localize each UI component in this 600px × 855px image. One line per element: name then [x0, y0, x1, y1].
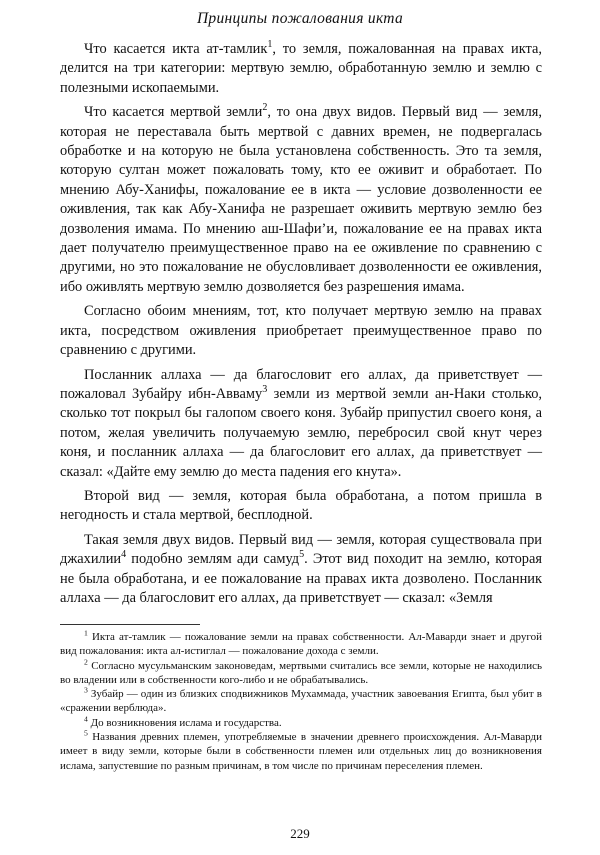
- footnote-ref: 5: [299, 549, 305, 561]
- paragraph: [60, 366, 542, 482]
- footnote-number: 1: [84, 628, 88, 638]
- footnote-number: 3: [84, 685, 88, 695]
- footnote-ref: 1: [267, 39, 273, 51]
- paragraph: [60, 531, 542, 609]
- footnotes: [60, 630, 542, 773]
- footnote: [60, 687, 542, 716]
- paragraph-text: . Этот вид походит на землю, которая не была обработана, и ее пожалование на правах икта дозволено. Посланник аллаха — да благословит его аллах, да приветствует — сказал: «Земля: [60, 551, 542, 606]
- footnote: [60, 630, 542, 659]
- footnote-divider: [60, 624, 200, 625]
- main-text: [60, 40, 542, 608]
- paragraph-text: , то земля, пожалованная на правах икта, делится на три категории: мертвую землю, обработанную землю и землю с полезными ископаемыми.: [60, 41, 542, 96]
- footnote-number: 5: [84, 728, 88, 738]
- footnote: [60, 656, 542, 688]
- footnote-text: Названия древних племен, употребляемые в значении древнего происхождения. Ал-Маварди имеет в виду земли, которые были в собственности племен или отдельных лиц до возникновения ислама, запустевшие по разным причинам, в том числе по причинам переселения племен.: [60, 731, 542, 772]
- footnote-number: 2: [84, 656, 88, 666]
- paragraph-text: Посланник аллаха — да благословит его аллах, да приветствует — пожаловал Зубайру ибн-Авваму: [60, 366, 542, 402]
- footnote-ref: 3: [262, 384, 268, 396]
- footnote-text: Икта ат-тамлик — пожалование земли на правах собственности. Ал-Маварди знает и другой вид пожалования: икта ал-истиглал — пожалование дохода с земли.: [60, 631, 542, 658]
- footnote-ref: 2: [262, 102, 268, 114]
- paragraph: [60, 103, 542, 297]
- paragraph-text: Такая земля двух видов. Первый вид — земля, которая существовала при джахилии: [60, 531, 542, 568]
- paragraph: [60, 487, 542, 526]
- footnote-ref: 4: [121, 549, 127, 561]
- footnote: [60, 716, 542, 730]
- paragraph-text: Второй вид — земля, которая была обработана, а потом пришла в негодность и стала мертвой, бесплодной.: [60, 487, 542, 524]
- footnote: [60, 730, 542, 773]
- page-number: 229: [290, 826, 310, 841]
- paragraph: [60, 40, 542, 98]
- footnote-text: До возникновения ислама и государства.: [87, 716, 282, 729]
- paragraph-text: Согласно обоим мнениям, тот, кто получает мертвую землю на правах икта, посредством оживления приобретает преимущественное право по сравнению с другими.: [60, 303, 542, 359]
- footnote-text: Зубайр — один из близких сподвижников Мухаммада, участник завоевания Египта, был убит в «сражении верблюда».: [60, 688, 542, 715]
- paragraph: [60, 302, 542, 360]
- paragraph-text: Что касается икта ат-тамлик: [84, 41, 268, 57]
- paragraph-text: подобно землям ади самуд: [126, 551, 300, 568]
- footnote-text: Согласно мусульманским законоведам, мертвыми считались все земли, которые не находились во владении или в собственности кого-либо и не обрабатывались.: [60, 659, 542, 686]
- paragraph-text: Что касается мертвой земли: [84, 104, 263, 121]
- paragraph-text: , то она двух видов. Первый вид — земля, которая не переставала быть мертвой с давних времен, не подвергалась обработке и на которую не была установлена собственность. Это та земля, которую султан может пожаловать тому, кто ее оживит и обработает. По мнению Абу-Ханифы, пожалование ее в икта — условие дозволенности ее оживления, так как Абу-Ханифа не разрешает оживить мертвую землю без дозволения имама. По мнению аш-Шафи’и, пожалование ее на правах икта дает получателю преимущественное право на ее оживление по сравнению с другими, но это пожалование не обусловливает дозволенности ее оживления, ибо оживлять мертвую землю дозволяется без разрешения имама.: [60, 104, 542, 295]
- running-header: Принципы пожалования икта: [196, 10, 404, 27]
- paragraph-text: земли из мертвой земли ан-Наки столько, сколько тот покрыл бы галопом своего коня. Зубайр припустил своего коня, а потом, желая увеличить получаемую землю, перебросил свой кнут через коня, и посланник аллаха — да благословит его аллах, да приветствует — сказал: «Дайте ему землю до места падения его кнута».: [60, 385, 542, 480]
- footnote-number: 4: [84, 714, 88, 724]
